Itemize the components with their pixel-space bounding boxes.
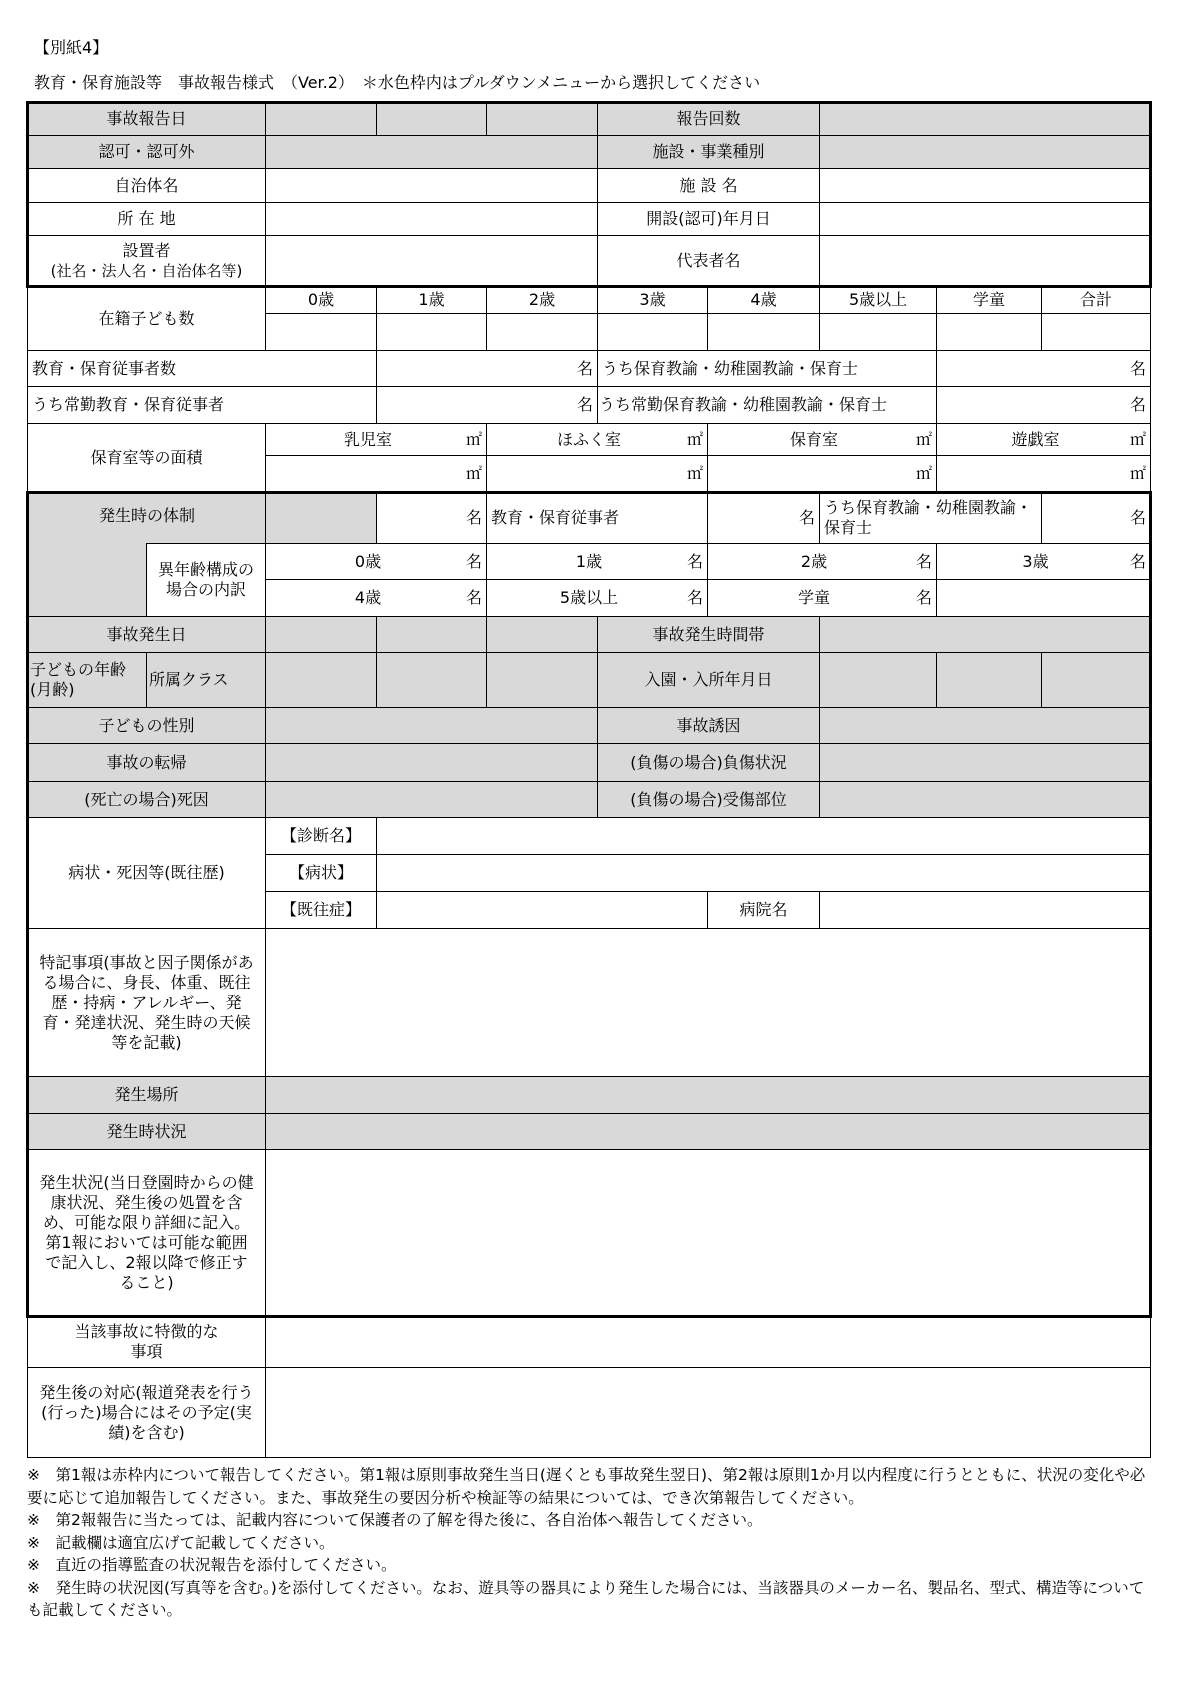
- situation-type-label: 発生時状況: [28, 1114, 266, 1150]
- cause-label: 事故誘因: [598, 708, 820, 744]
- mixed-age-field[interactable]: [937, 544, 1151, 580]
- accident-time-select[interactable]: [820, 617, 1151, 653]
- enrolled-label: 在籍子ども数: [28, 287, 266, 351]
- license-select[interactable]: [266, 136, 598, 169]
- mixed-age-field[interactable]: [487, 544, 708, 580]
- facility-name-field[interactable]: [820, 169, 1151, 203]
- symptom-field[interactable]: [377, 855, 1151, 892]
- note: ※ 記載欄は適宜広げて記載してください。: [27, 1533, 335, 1552]
- enrolled-field[interactable]: [708, 314, 820, 351]
- child-age-label: 子どもの年齢(月齢): [28, 653, 147, 708]
- facility-type-label: 施設・事業種別: [598, 136, 820, 169]
- opened-date-field[interactable]: [820, 203, 1151, 236]
- death-cause-select[interactable]: [266, 782, 598, 818]
- address-label: 所 在 地: [28, 203, 266, 236]
- child-age-years-field[interactable]: [266, 653, 377, 708]
- age-label: 0歳: [354, 551, 382, 571]
- injury-status-select[interactable]: [820, 744, 1151, 782]
- diagnosis-label: 【診断名】: [266, 818, 377, 855]
- mixed-age-field[interactable]: [487, 580, 708, 617]
- system-teachers-label: うち保育教諭・幼稚園教諭・保育士: [820, 492, 1042, 544]
- system-label-cell: [28, 492, 195, 617]
- age-header: 0歳: [266, 287, 377, 314]
- system-staff-label: 教育・保育従事者: [487, 492, 708, 544]
- situation-field[interactable]: [266, 1150, 1151, 1317]
- representative-field[interactable]: [820, 236, 1151, 287]
- room-name: 保育室: [790, 429, 839, 449]
- mixed-age-field[interactable]: [266, 580, 487, 617]
- cause-select[interactable]: [820, 708, 1151, 744]
- age-label: 4歳: [354, 588, 382, 607]
- system-staff-field[interactable]: 名: [708, 492, 820, 544]
- admission-date-label: 入園・入所年月日: [598, 653, 820, 708]
- note: ※ 第2報報告に当たっては、記載内容について保護者の了解を得た後に、各自治体へ報告してください。: [27, 1511, 763, 1529]
- enrolled-field[interactable]: [598, 314, 708, 351]
- note: ※ 直近の指導監査の状況報告を添付してください。: [27, 1556, 397, 1574]
- fulltime-teachers-field[interactable]: 名: [937, 387, 1151, 424]
- age-header: 3歳: [598, 287, 708, 314]
- hospital-label: 病院名: [708, 892, 820, 929]
- unit: 名: [916, 551, 933, 571]
- room-area-field[interactable]: ㎡: [266, 456, 487, 492]
- founder-label: [28, 236, 266, 287]
- note: ※ 発生時の状況図(写真等を含む。)を添付してください。なお、遊具等の器具により発生した場合には、当該器具のメーカー名、製品名、型式、構造等についても記載してください。: [27, 1578, 1145, 1619]
- room-area-field[interactable]: ㎡: [937, 456, 1151, 492]
- system-label: 発生時の体制: [98, 506, 195, 525]
- opened-date-label: 開設(認可)年月日: [598, 203, 820, 236]
- enrolled-field[interactable]: [820, 314, 937, 351]
- fulltime-staff-field[interactable]: 名: [377, 387, 598, 424]
- enrolled-total-field[interactable]: [1042, 314, 1151, 351]
- admission-year-field[interactable]: [820, 653, 937, 708]
- response-field[interactable]: [266, 1368, 1151, 1458]
- sqm-unit: ㎡: [916, 429, 933, 449]
- room-name: 乳児室: [344, 429, 393, 449]
- injury-part-label: (負傷の場合)受傷部位: [598, 782, 820, 818]
- accident-year-field[interactable]: [266, 617, 377, 653]
- unit: 名: [1130, 551, 1147, 571]
- history-field[interactable]: [377, 892, 708, 929]
- report-day-field[interactable]: [487, 102, 598, 136]
- sqm-unit: ㎡: [1130, 429, 1147, 449]
- place-label: 発生場所: [28, 1077, 266, 1114]
- room-header: [487, 424, 708, 456]
- note: ※ 第1報は赤枠内について報告してください。第1報は原則事故発生当日(遅くとも事故発生翌日)、第2報は原則1か月以内程度に行うとともに、状況の変化や必要に応じて追加報告してください。また、事故発生の要因分析や検証等の結果については、でき次第報告してください。: [27, 1466, 1146, 1507]
- unit: 名: [687, 588, 704, 607]
- license-label: 認可・認可外: [28, 136, 266, 169]
- age-header: 1歳: [377, 287, 487, 314]
- enrolled-field[interactable]: [487, 314, 598, 351]
- mixed-age-label: 異年齢構成の場合の内訳: [147, 544, 266, 617]
- report-year-field[interactable]: [266, 102, 377, 136]
- mixed-age-empty: [937, 580, 1151, 617]
- characteristic-field[interactable]: [266, 1317, 1151, 1368]
- room-name: ほふく室: [557, 429, 622, 449]
- accident-report-form: [27, 101, 1151, 1458]
- age-label: 5歳以上: [559, 588, 619, 607]
- system-total-field[interactable]: [266, 492, 377, 544]
- founder-label-line2: (社名・法人名・自治体名等): [50, 262, 243, 280]
- age-header: 4歳: [708, 287, 820, 314]
- mixed-age-field[interactable]: [708, 580, 937, 617]
- situation-type-select[interactable]: [266, 1114, 1151, 1150]
- age-label: 2歳: [800, 551, 828, 571]
- staff-count-field[interactable]: 名: [377, 351, 598, 387]
- unit: 名: [466, 588, 483, 607]
- report-count-field[interactable]: [820, 102, 1151, 136]
- situation-label: 発生状況(当日登園時からの健康状況、発生後の処置を含め、可能な限り詳細に記入。第1報においては可能な範囲で記入し、2報以降で修正すること): [28, 1150, 266, 1317]
- room-header: [937, 424, 1151, 456]
- admission-day-field[interactable]: [1042, 653, 1151, 708]
- age-header: 合計: [1042, 287, 1151, 314]
- admission-month-field[interactable]: [937, 653, 1042, 708]
- form-title: 教育・保育施設等 事故報告様式 （Ver.2） ＊水色枠内はプルダウンメニューから選択してください: [34, 73, 761, 92]
- enrolled-field[interactable]: [377, 314, 487, 351]
- enrolled-field[interactable]: [937, 314, 1042, 351]
- room-header: [266, 424, 487, 456]
- notes: [27, 1464, 1150, 1622]
- room-header: [708, 424, 937, 456]
- unit: 名: [916, 588, 933, 607]
- room-area-field[interactable]: ㎡: [708, 456, 937, 492]
- accident-month-field[interactable]: [377, 617, 487, 653]
- response-label: 発生後の対応(報道発表を行う(行った)場合にはその予定(実績)を含む): [28, 1368, 266, 1458]
- enrolled-field[interactable]: [266, 314, 377, 351]
- staff-count-label: 教育・保育従事者数: [28, 351, 377, 387]
- age-header: 5歳以上: [820, 287, 937, 314]
- injury-status-label: (負傷の場合)負傷状況: [598, 744, 820, 782]
- attachment-label: 【別紙4】: [34, 38, 109, 57]
- diagnosis-field[interactable]: [377, 818, 1151, 855]
- symptom-label: 【病状】: [266, 855, 377, 892]
- municipality-field[interactable]: [266, 169, 598, 203]
- room-area-field[interactable]: ㎡: [487, 456, 708, 492]
- history-label: 【既往症】: [266, 892, 377, 929]
- fulltime-staff-label: うち常勤教育・保育従事者: [28, 387, 377, 424]
- injury-part-select[interactable]: [820, 782, 1151, 818]
- remarks-label: 特記事項(事故と因子関係がある場合に、身長、体重、既往歴・持病・アレルギー、発育・発達状況、発生時の天候等を記載): [28, 929, 266, 1077]
- fulltime-teachers-label: うち常勤保育教諭・幼稚園教諭・保育士: [598, 387, 937, 424]
- accident-date-label: 事故発生日: [28, 617, 266, 653]
- age-label: 学童: [798, 588, 831, 607]
- symptoms-label: 病状・死因等(既往歴): [28, 818, 266, 929]
- staff-teachers-field[interactable]: 名: [937, 351, 1151, 387]
- facility-type-select[interactable]: [820, 136, 1151, 169]
- characteristic-label: 当該事故に特徴的な事項: [28, 1317, 266, 1368]
- accident-time-label: 事故発生時間帯: [598, 617, 820, 653]
- child-sex-select[interactable]: [266, 708, 598, 744]
- founder-field[interactable]: [266, 236, 598, 287]
- facility-name-label: 施 設 名: [598, 169, 820, 203]
- report-date-label: 事故報告日: [28, 102, 266, 136]
- room-name: 遊戯室: [1011, 429, 1060, 449]
- staff-teachers-label: うち保育教諭・幼稚園教諭・保育士: [598, 351, 937, 387]
- age-header: 学童: [937, 287, 1042, 314]
- municipality-label: 自治体名: [28, 169, 266, 203]
- founder-label-line1: 設置者: [122, 241, 171, 260]
- address-field[interactable]: [266, 203, 598, 236]
- report-month-field[interactable]: [377, 102, 487, 136]
- report-count-label: 報告回数: [598, 102, 820, 136]
- hospital-field[interactable]: [820, 892, 1151, 929]
- sqm-unit: ㎡: [687, 429, 704, 449]
- representative-label: 代表者名: [598, 236, 820, 287]
- child-sex-label: 子どもの性別: [28, 708, 266, 744]
- class-label: 所属クラス: [147, 653, 266, 708]
- death-cause-label: (死亡の場合)死因: [28, 782, 266, 818]
- mixed-age-field[interactable]: [708, 544, 937, 580]
- outcome-select[interactable]: [266, 744, 598, 782]
- place-select[interactable]: [266, 1077, 1151, 1114]
- accident-day-field[interactable]: [487, 617, 598, 653]
- mixed-age-field[interactable]: [266, 544, 487, 580]
- age-label: 3歳: [1022, 551, 1049, 571]
- unit: 名: [466, 551, 483, 571]
- system-total-unit: 名: [377, 492, 487, 544]
- child-age-months-field[interactable]: [377, 653, 487, 708]
- age-header: 2歳: [487, 287, 598, 314]
- age-label: 1歳: [575, 551, 603, 571]
- outcome-label: 事故の転帰: [28, 744, 266, 782]
- class-field[interactable]: [487, 653, 598, 708]
- remarks-field[interactable]: [266, 929, 1151, 1077]
- area-label: 保育室等の面積: [28, 424, 266, 492]
- unit: 名: [687, 551, 704, 571]
- system-teachers-field[interactable]: 名: [1042, 492, 1151, 544]
- sqm-unit: ㎡: [466, 429, 483, 449]
